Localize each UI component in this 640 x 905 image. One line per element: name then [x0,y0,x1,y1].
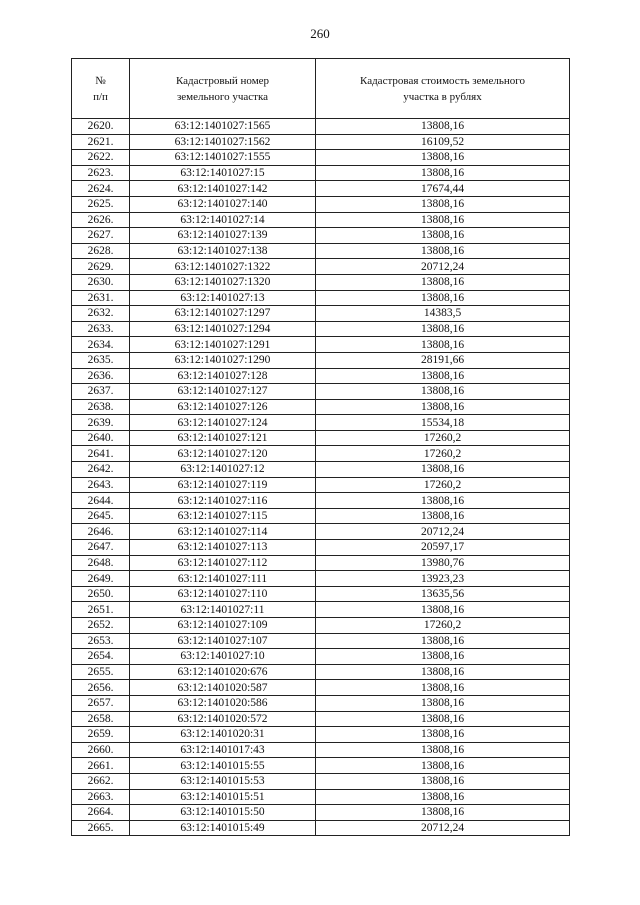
cadastral-value-cell: 13808,16 [316,711,570,727]
table-row [72,134,570,150]
row-number-cell: 2625. [72,196,130,212]
table-row [72,430,570,446]
cadastral-number-cell: 63:12:1401027:127 [130,384,316,400]
cadastral-number-cell: 63:12:1401027:1297 [130,306,316,322]
cadastral-number-cell: 63:12:1401015:53 [130,773,316,789]
row-number-cell: 2649. [72,571,130,587]
cadastral-number-cell: 63:12:1401027:11 [130,602,316,618]
row-number-cell: 2640. [72,430,130,446]
cadastral-number-cell: 63:12:1401027:124 [130,415,316,431]
row-number-cell: 2626. [72,212,130,228]
cadastral-number-cell: 63:12:1401027:1290 [130,352,316,368]
row-number-cell: 2655. [72,664,130,680]
cadastral-value-cell: 13808,16 [316,493,570,509]
cadastral-number-cell: 63:12:1401020:676 [130,664,316,680]
row-number-cell: 2660. [72,742,130,758]
row-number-cell: 2634. [72,337,130,353]
table-row [72,352,570,368]
table-row [72,618,570,634]
cadastral-number-cell: 63:12:1401020:31 [130,727,316,743]
cadastral-value-cell: 13808,16 [316,290,570,306]
row-number-cell: 2623. [72,165,130,181]
table-row [72,742,570,758]
cadastral-number-cell: 63:12:1401027:110 [130,586,316,602]
row-number-cell: 2636. [72,368,130,384]
cadastral-value-cell: 13808,16 [316,649,570,665]
table-row [72,695,570,711]
cadastral-value-cell: 13808,16 [316,196,570,212]
row-number-cell: 2665. [72,820,130,836]
row-number-cell: 2629. [72,259,130,275]
row-number-cell: 2642. [72,462,130,478]
row-number-cell: 2627. [72,228,130,244]
table-row [72,680,570,696]
row-number-cell: 2644. [72,493,130,509]
cadastral-table [71,58,570,836]
cadastral-value-cell: 15534,18 [316,415,570,431]
table-row [72,649,570,665]
table-row [72,664,570,680]
cadastral-number-cell: 63:12:1401027:10 [130,649,316,665]
row-number-cell: 2639. [72,415,130,431]
cadastral-number-cell: 63:12:1401017:43 [130,742,316,758]
cadastral-value-cell: 17260,2 [316,446,570,462]
cadastral-number-cell: 63:12:1401027:121 [130,430,316,446]
cadastral-value-cell: 14383,5 [316,306,570,322]
row-number-cell: 2637. [72,384,130,400]
cadastral-number-cell: 63:12:1401015:51 [130,789,316,805]
cadastral-number-cell: 63:12:1401027:128 [130,368,316,384]
cadastral-value-cell: 17260,2 [316,430,570,446]
table-row [72,243,570,259]
cadastral-value-cell: 13808,16 [316,742,570,758]
table-row [72,165,570,181]
cadastral-value-cell: 17260,2 [316,477,570,493]
cadastral-number-cell: 63:12:1401020:586 [130,695,316,711]
cadastral-value-cell: 20712,24 [316,524,570,540]
table-row [72,306,570,322]
cadastral-number-cell: 63:12:1401027:109 [130,618,316,634]
cadastral-value-cell: 13808,16 [316,664,570,680]
cadastral-value-cell: 13923,23 [316,571,570,587]
table-body [72,119,570,836]
cadastral-number-cell: 63:12:1401027:140 [130,196,316,212]
cadastral-number-cell: 63:12:1401027:120 [130,446,316,462]
table-row [72,259,570,275]
table-row [72,633,570,649]
table-row [72,789,570,805]
table-row [72,524,570,540]
cadastral-number-cell: 63:12:1401027:1291 [130,337,316,353]
row-number-cell: 2651. [72,602,130,618]
cadastral-number-cell: 63:12:1401027:1320 [130,274,316,290]
cadastral-value-cell: 13808,16 [316,150,570,166]
cadastral-value-cell: 16109,52 [316,134,570,150]
cadastral-number-cell: 63:12:1401027:13 [130,290,316,306]
cadastral-value-cell: 17674,44 [316,181,570,197]
table-row [72,196,570,212]
header-cadastral-value: Кадастровая стоимость земельного участка в рублях [316,59,570,119]
row-number-cell: 2645. [72,508,130,524]
cadastral-number-cell: 63:12:1401027:107 [130,633,316,649]
row-number-cell: 2621. [72,134,130,150]
header-row [72,59,570,119]
cadastral-number-cell: 63:12:1401027:1565 [130,119,316,135]
cadastral-number-cell: 63:12:1401027:113 [130,540,316,556]
cadastral-number-cell: 63:12:1401027:142 [130,181,316,197]
cadastral-value-cell: 13808,16 [316,695,570,711]
cadastral-value-cell: 13980,76 [316,555,570,571]
cadastral-value-cell: 13808,16 [316,758,570,774]
cadastral-number-cell: 63:12:1401015:50 [130,805,316,821]
row-number-cell: 2635. [72,352,130,368]
cadastral-value-cell: 13808,16 [316,805,570,821]
cadastral-value-cell: 20712,24 [316,820,570,836]
table-row [72,540,570,556]
cadastral-number-cell: 63:12:1401027:1555 [130,150,316,166]
cadastral-number-cell: 63:12:1401015:55 [130,758,316,774]
row-number-cell: 2663. [72,789,130,805]
cadastral-value-cell: 13808,16 [316,602,570,618]
cadastral-value-cell: 13808,16 [316,508,570,524]
row-number-cell: 2657. [72,695,130,711]
cadastral-number-cell: 63:12:1401027:1294 [130,321,316,337]
row-number-cell: 2630. [72,274,130,290]
table-row [72,290,570,306]
table-row [72,586,570,602]
table-row [72,477,570,493]
cadastral-value-cell: 13808,16 [316,384,570,400]
table-header [72,59,570,119]
table-row [72,321,570,337]
header-number: № п/п [72,59,130,119]
row-number-cell: 2624. [72,181,130,197]
table-row [72,758,570,774]
cadastral-value-cell: 13808,16 [316,119,570,135]
row-number-cell: 2633. [72,321,130,337]
cadastral-value-cell: 20597,17 [316,540,570,556]
cadastral-number-cell: 63:12:1401027:115 [130,508,316,524]
cadastral-value-cell: 13808,16 [316,633,570,649]
cadastral-value-cell: 13808,16 [316,399,570,415]
table-row [72,150,570,166]
row-number-cell: 2654. [72,649,130,665]
table-row [72,805,570,821]
cadastral-value-cell: 13808,16 [316,337,570,353]
cadastral-number-cell: 63:12:1401027:119 [130,477,316,493]
row-number-cell: 2631. [72,290,130,306]
table-row [72,399,570,415]
row-number-cell: 2643. [72,477,130,493]
cadastral-number-cell: 63:12:1401027:14 [130,212,316,228]
table-row [72,337,570,353]
table-row [72,228,570,244]
table-row [72,384,570,400]
row-number-cell: 2653. [72,633,130,649]
page-number: 260 [310,26,330,41]
row-number-cell: 2622. [72,150,130,166]
cadastral-number-cell: 63:12:1401027:15 [130,165,316,181]
table-row [72,212,570,228]
cadastral-number-cell: 63:12:1401020:572 [130,711,316,727]
cadastral-value-cell: 13808,16 [316,228,570,244]
table-row [72,820,570,836]
cadastral-value-cell: 13808,16 [316,789,570,805]
cadastral-value-cell: 13635,56 [316,586,570,602]
cadastral-value-cell: 13808,16 [316,462,570,478]
cadastral-value-cell: 20712,24 [316,259,570,275]
cadastral-number-cell: 63:12:1401027:126 [130,399,316,415]
cadastral-number-cell: 63:12:1401027:111 [130,571,316,587]
row-number-cell: 2647. [72,540,130,556]
row-number-cell: 2656. [72,680,130,696]
row-number-cell: 2658. [72,711,130,727]
cadastral-number-cell: 63:12:1401027:116 [130,493,316,509]
row-number-cell: 2652. [72,618,130,634]
row-number-cell: 2641. [72,446,130,462]
table-row [72,508,570,524]
table-row [72,462,570,478]
table-row [72,368,570,384]
row-number-cell: 2628. [72,243,130,259]
row-number-cell: 2650. [72,586,130,602]
cadastral-number-cell: 63:12:1401027:1562 [130,134,316,150]
table-row [72,415,570,431]
table-row [72,727,570,743]
cadastral-number-cell: 63:12:1401020:587 [130,680,316,696]
cadastral-value-cell: 28191,66 [316,352,570,368]
row-number-cell: 2646. [72,524,130,540]
row-number-cell: 2620. [72,119,130,135]
cadastral-value-cell: 13808,16 [316,165,570,181]
table-row [72,181,570,197]
row-number-cell: 2638. [72,399,130,415]
header-cadastral-number: Кадастровый номер земельного участка [130,59,316,119]
cadastral-value-cell: 13808,16 [316,368,570,384]
row-number-cell: 2662. [72,773,130,789]
table-row [72,711,570,727]
cadastral-value-cell: 13808,16 [316,212,570,228]
table-row [72,773,570,789]
cadastral-number-cell: 63:12:1401027:114 [130,524,316,540]
table-row [72,119,570,135]
row-number-cell: 2659. [72,727,130,743]
cadastral-number-cell: 63:12:1401027:139 [130,228,316,244]
cadastral-number-cell: 63:12:1401027:12 [130,462,316,478]
cadastral-value-cell: 13808,16 [316,727,570,743]
cadastral-value-cell: 13808,16 [316,321,570,337]
row-number-cell: 2664. [72,805,130,821]
table-row [72,555,570,571]
cadastral-value-cell: 13808,16 [316,243,570,259]
row-number-cell: 2632. [72,306,130,322]
row-number-cell: 2648. [72,555,130,571]
table-row [72,571,570,587]
table-row [72,274,570,290]
cadastral-value-cell: 13808,16 [316,773,570,789]
cadastral-number-cell: 63:12:1401027:138 [130,243,316,259]
table-row [72,446,570,462]
table-row [72,493,570,509]
row-number-cell: 2661. [72,758,130,774]
cadastral-value-cell: 17260,2 [316,618,570,634]
cadastral-number-cell: 63:12:1401015:49 [130,820,316,836]
cadastral-value-cell: 13808,16 [316,680,570,696]
cadastral-number-cell: 63:12:1401027:1322 [130,259,316,275]
cadastral-number-cell: 63:12:1401027:112 [130,555,316,571]
cadastral-value-cell: 13808,16 [316,274,570,290]
table-row [72,602,570,618]
